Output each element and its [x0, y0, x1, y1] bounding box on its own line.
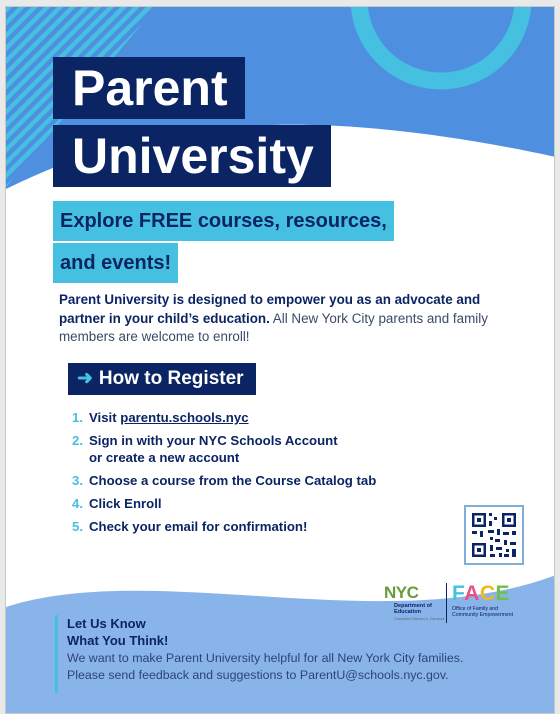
step-number: 4.: [72, 496, 83, 511]
face-sub-1: Office of Family and: [452, 606, 499, 612]
step-text: Visit: [89, 410, 121, 425]
arrow-right-icon: ➜: [77, 368, 93, 389]
how-to-register-heading: [68, 363, 256, 395]
step-text: Click Enroll: [89, 496, 162, 511]
chancellor-label: Chancellor Richard A. Carranza: [394, 617, 445, 621]
step-number: 5.: [72, 519, 83, 534]
face-sub-2: Community Empowerment: [452, 612, 514, 619]
step-text-continued: or create a new account: [89, 450, 240, 465]
how-to-register-label: How to Register: [98, 368, 244, 389]
feedback-section: [55, 615, 535, 693]
intro-normal: All New York City parents and family members are welcome to enroll!: [59, 310, 488, 344]
step-item: [72, 472, 376, 489]
step-text: Choose a course from the Course Catalog tab: [89, 473, 377, 488]
headline-line-1: Explore FREE courses, resources,: [53, 201, 394, 241]
registration-steps: [72, 409, 376, 541]
face-letter: A: [464, 582, 480, 605]
feedback-heading-1: Let Us Know: [67, 616, 146, 631]
doe-label: [394, 603, 432, 615]
face-logo: [452, 582, 510, 606]
flyer-page: [5, 6, 555, 714]
step-text: Sign in with your NYC Schools Account: [89, 433, 338, 448]
face-letter: C: [479, 582, 496, 605]
step-number: 3.: [72, 473, 83, 488]
intro-paragraph: [59, 291, 529, 347]
feedback-text-1: We want to make Parent University helpful for all New York City families.: [67, 651, 464, 665]
doe-line-1: Department of: [394, 603, 432, 609]
face-letter: F: [452, 582, 465, 605]
step-number: 2.: [72, 433, 83, 448]
title-line-1: Parent: [53, 57, 245, 119]
intro-bold: Parent University is designed to empower you as an advocate and partner in your child’s education.: [59, 292, 481, 326]
step-number: 1.: [72, 410, 83, 425]
step-item: [72, 518, 376, 535]
doe-line-2: Education: [394, 609, 422, 616]
step-item: [72, 409, 376, 426]
step-item: [72, 432, 376, 466]
qr-code-icon[interactable]: [464, 505, 524, 565]
nyc-doe-logo: NYC: [384, 583, 419, 602]
step-item: [72, 495, 376, 512]
feedback-heading-2: What You Think!: [67, 633, 169, 648]
step-text: Check your email for confirmation!: [89, 519, 308, 534]
feedback-text-2: Please send feedback and suggestions to ParentU@schools.nyc.gov.: [67, 668, 449, 682]
title-line-2: University: [53, 125, 331, 187]
headline-line-2: and events!: [53, 243, 178, 283]
parentu-link[interactable]: parentu.schools.nyc: [120, 410, 249, 425]
face-letter: E: [495, 582, 511, 605]
